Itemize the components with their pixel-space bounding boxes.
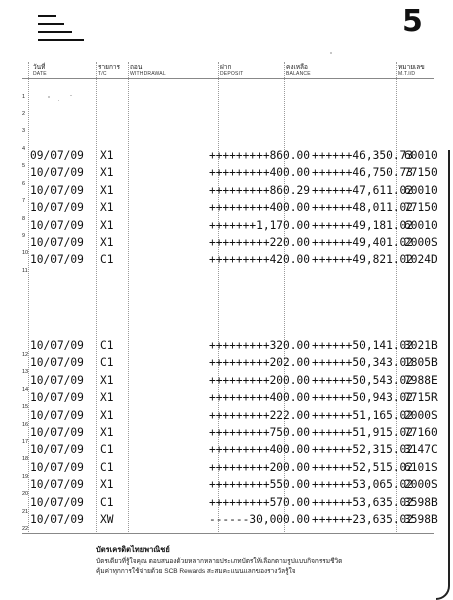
amount-cell: +++++++++200.00 [208, 461, 310, 474]
line-number: 18 [22, 456, 29, 462]
line-number: 9 [22, 233, 26, 239]
transaction-code-cell: X1 [100, 478, 114, 491]
paper-speck [70, 95, 72, 96]
date-cell: 10/07/09 [30, 356, 84, 369]
date-cell: 10/07/09 [30, 461, 84, 474]
header-balance: คงเหลือ BALANCE [286, 64, 311, 77]
transaction-code-cell: X1 [100, 391, 114, 404]
line-number: 15 [22, 404, 29, 410]
balance-cell: ++++++47,611.02 [312, 184, 414, 197]
header-withdrawal: ถอน WITHDRAWAL [130, 64, 166, 77]
balance-cell: ++++++48,011.02 [312, 201, 414, 214]
header-deposit: ฝาก DEPOSIT [220, 64, 244, 77]
line-number: 7 [22, 198, 26, 204]
terminal-id-cell: 2000S [404, 478, 438, 491]
date-cell: 10/07/09 [30, 513, 84, 526]
balance-cell: ++++++50,943.02 [312, 391, 414, 404]
balance-cell: ++++++53,635.02 [312, 496, 414, 509]
amount-cell: +++++++++400.00 [208, 443, 310, 456]
transaction-code-cell: X1 [100, 374, 114, 387]
line-number: 3 [22, 128, 26, 134]
line-number: 1 [22, 94, 26, 100]
line-number: 21 [22, 509, 29, 515]
amount-cell: +++++++++200.00 [208, 374, 310, 387]
terminal-id-cell: 7715R [404, 391, 438, 404]
transaction-code-cell: C1 [100, 339, 114, 352]
line-number: 11 [22, 268, 28, 274]
date-cell: 10/07/09 [30, 426, 84, 439]
date-cell: 10/07/09 [30, 391, 84, 404]
footer-line-1: บัตรเดียวที่รู้ใจคุณ ตอบสนองด้วยหลากหลายประเภทบัตรให้เลือกตามรูปแบบกิจกรรมชีวิต [96, 558, 343, 565]
paper-speck [48, 96, 50, 98]
amount-cell: +++++++++320.00 [208, 339, 310, 352]
line-number: 13 [22, 369, 29, 375]
date-cell: 10/07/09 [30, 443, 84, 456]
balance-cell: ++++++46,750.73 [312, 166, 414, 179]
transaction-code-cell: X1 [100, 149, 114, 162]
amount-cell: +++++++++420.00 [208, 253, 310, 266]
transaction-code-cell: X1 [100, 236, 114, 249]
terminal-id-cell: 60010 [404, 149, 438, 162]
transaction-code-cell: C1 [100, 356, 114, 369]
date-cell: 10/07/09 [30, 339, 84, 352]
terminal-id-cell: 3147C [404, 443, 438, 456]
amount-cell: +++++++++202.00 [208, 356, 310, 369]
line-number: 14 [22, 387, 29, 393]
terminal-id-cell: 6101S [404, 461, 438, 474]
column-divider [128, 62, 129, 532]
date-cell: 10/07/09 [30, 184, 84, 197]
transaction-code-cell: X1 [100, 201, 114, 214]
terminal-id-cell: 77150 [404, 166, 438, 179]
line-number: 20 [22, 491, 29, 497]
footer-line-2: คุ้มค่าทุกการใช้จ่ายด้วย SCB Rewards สะสมคะแนนแลกของรางวัลรู้ใจ [96, 568, 296, 575]
paper-speck [58, 100, 59, 101]
transaction-code-cell: C1 [100, 253, 114, 266]
terminal-id-cell: 2000S [404, 409, 438, 422]
balance-cell: ++++++50,343.02 [312, 356, 414, 369]
date-cell: 10/07/09 [30, 409, 84, 422]
line-number: 8 [22, 216, 26, 222]
balance-cell: ++++++46,350.73 [312, 149, 414, 162]
page-edge [436, 150, 450, 600]
line-number: 16 [22, 422, 29, 428]
date-cell: 10/07/09 [30, 236, 84, 249]
transaction-code-cell: C1 [100, 443, 114, 456]
terminal-id-cell: 1024D [404, 253, 438, 266]
line-number: 6 [22, 181, 26, 187]
date-cell: 10/07/09 [30, 478, 84, 491]
transaction-code-cell: X1 [100, 219, 114, 232]
terminal-id-cell: 2000S [404, 236, 438, 249]
line-number: 12 [22, 352, 29, 358]
line-number: 22 [22, 526, 29, 532]
amount-cell: +++++++++400.00 [208, 201, 310, 214]
amount-cell: +++++++++220.00 [208, 236, 310, 249]
amount-cell: +++++++++860.00 [208, 149, 310, 162]
amount-cell: ------30,000.00 [208, 513, 310, 526]
date-cell: 10/07/09 [30, 496, 84, 509]
terminal-id-cell: 3598B [404, 496, 438, 509]
balance-cell: ++++++53,065.02 [312, 478, 414, 491]
transaction-code-cell: C1 [100, 461, 114, 474]
amount-cell: +++++++++400.00 [208, 391, 310, 404]
line-number: 5 [22, 163, 26, 169]
transaction-code-cell: X1 [100, 409, 114, 422]
table-bottom-rule [22, 533, 434, 534]
line-number: 19 [22, 474, 29, 480]
line-number: 10 [22, 250, 29, 256]
terminal-id-cell: 60010 [404, 184, 438, 197]
footer-title: บัตรเครดิตไทยพาณิชย์ [96, 545, 170, 554]
date-cell: 10/07/09 [30, 219, 84, 232]
terminal-id-cell: 1805B [404, 356, 438, 369]
transaction-code-cell: X1 [100, 166, 114, 179]
transaction-code-cell: XW [100, 513, 114, 526]
amount-cell: +++++++++400.00 [208, 166, 310, 179]
balance-cell: ++++++49,181.02 [312, 219, 414, 232]
header-rule [22, 78, 434, 79]
column-divider [96, 62, 97, 532]
terminal-id-cell: 77150 [404, 201, 438, 214]
balance-cell: ++++++52,515.02 [312, 461, 414, 474]
line-number: 2 [22, 111, 26, 117]
header-date: วันที่ DATE [33, 64, 47, 77]
balance-cell: ++++++51,165.02 [312, 409, 414, 422]
balance-cell: ++++++49,401.02 [312, 236, 414, 249]
transaction-code-cell: X1 [100, 426, 114, 439]
terminal-id-cell: 3598B [404, 513, 438, 526]
terminal-id-cell: 77160 [404, 426, 438, 439]
amount-cell: +++++++++550.00 [208, 478, 310, 491]
column-divider [28, 62, 29, 532]
terminal-id-cell: 60010 [404, 219, 438, 232]
line-number: 17 [22, 439, 29, 445]
page-number: 5 [402, 4, 423, 39]
amount-cell: +++++++1,170.00 [208, 219, 310, 232]
balance-cell: ++++++51,915.02 [312, 426, 414, 439]
amount-cell: +++++++++860.29 [208, 184, 310, 197]
terminal-id-cell: 3021B [404, 339, 438, 352]
transaction-code-cell: C1 [100, 496, 114, 509]
date-cell: 10/07/09 [30, 166, 84, 179]
amount-cell: +++++++++570.00 [208, 496, 310, 509]
date-cell: 10/07/09 [30, 201, 84, 214]
date-cell: 10/07/09 [30, 374, 84, 387]
bank-logo [38, 14, 84, 44]
amount-cell: +++++++++222.00 [208, 409, 310, 422]
balance-cell: ++++++50,543.02 [312, 374, 414, 387]
header-tc: รายการ T/C [98, 64, 121, 77]
paper-speck [330, 52, 332, 54]
balance-cell: ++++++52,315.02 [312, 443, 414, 456]
line-number: 4 [22, 146, 26, 152]
header-terminal: หมายเลข M.T.I/D [398, 64, 425, 77]
balance-cell: ++++++23,635.02 [312, 513, 414, 526]
amount-cell: +++++++++750.00 [208, 426, 310, 439]
date-cell: 10/07/09 [30, 253, 84, 266]
date-cell: 09/07/09 [30, 149, 84, 162]
terminal-id-cell: 7988E [404, 374, 438, 387]
balance-cell: ++++++50,141.02 [312, 339, 414, 352]
balance-cell: ++++++49,821.02 [312, 253, 414, 266]
transaction-code-cell: X1 [100, 184, 114, 197]
